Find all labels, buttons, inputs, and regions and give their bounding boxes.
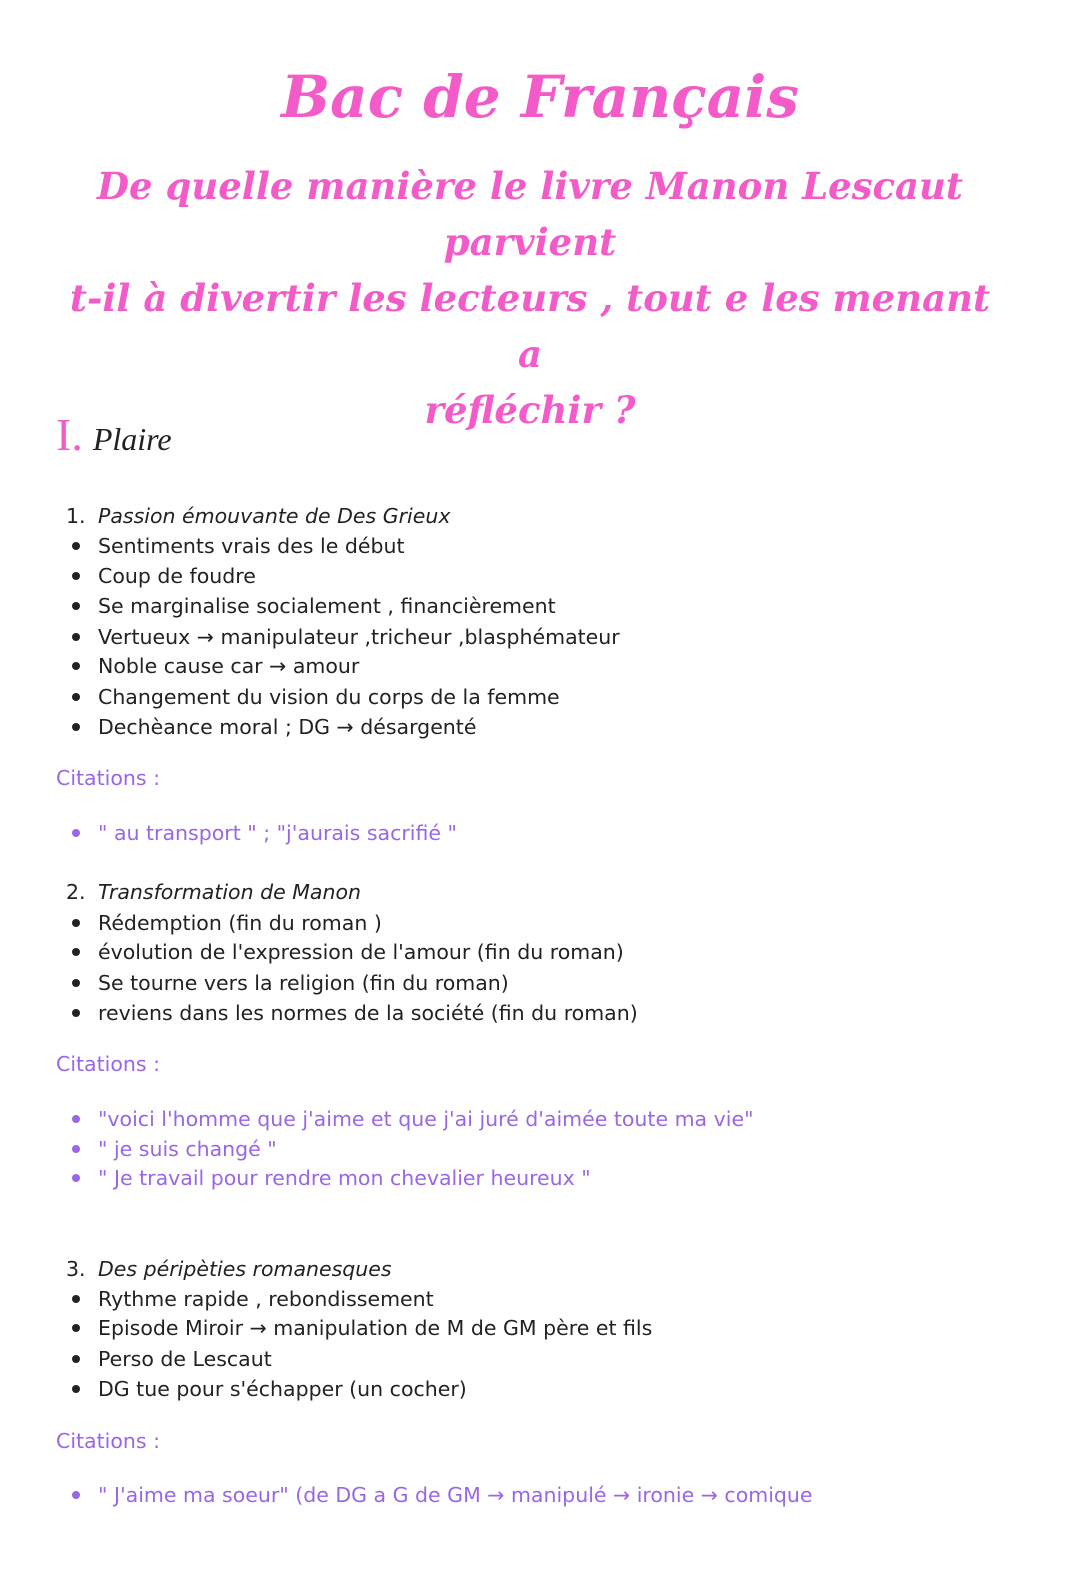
list-item-text: DG tue pour s'échapper (un cocher) — [98, 1377, 467, 1401]
question-line: t-il à divertir les lecteurs , tout e les menant a — [69, 276, 991, 376]
section-title: Plaire — [92, 421, 172, 457]
list-item — [0, 1344, 1080, 1374]
bullet-icon — [72, 1174, 80, 1182]
citation-text: " je suis changé " — [98, 1137, 277, 1161]
list-item-text: Coup de foudre — [98, 564, 256, 588]
page-title: Bac de Français — [281, 63, 799, 131]
list-item — [0, 908, 1080, 938]
list-item — [0, 651, 1080, 681]
essay-question — [60, 158, 1000, 438]
list-item — [0, 561, 1080, 591]
list-item-text: Perso de Lescaut — [98, 1347, 272, 1371]
bullet-icon — [72, 1295, 80, 1303]
bullet-icon — [72, 542, 80, 550]
part-heading — [0, 501, 1080, 531]
list-item-text: reviens dans les normes de la société (fin du roman) — [98, 1001, 638, 1025]
list-item-text: Sentiments vrais des le début — [98, 534, 405, 558]
question-line: De quelle manière le livre Manon Lescaut parvient — [96, 164, 964, 264]
bullet-icon — [72, 1491, 80, 1499]
citation-text: " au transport " ; "j'aurais sacrifié " — [98, 821, 457, 845]
bullet-icon — [72, 919, 80, 927]
citations-label-text: Citations : — [56, 766, 160, 790]
list-item — [0, 682, 1080, 712]
list-item-text: Noble cause car → amour — [98, 654, 360, 678]
bullet-icon — [72, 1324, 80, 1332]
list-item-text: Rédemption (fin du roman ) — [98, 911, 382, 935]
citation-item — [0, 1163, 1080, 1193]
bullet-icon — [72, 979, 80, 987]
list-item-text: Episode Miroir → manipulation de M de GM père et fils — [98, 1316, 653, 1340]
bullet-icon — [72, 602, 80, 610]
citation-item — [0, 1480, 1080, 1510]
bullet-icon — [72, 723, 80, 731]
citations-label — [0, 1426, 1080, 1456]
bullet-icon — [72, 1009, 80, 1017]
part-heading-text: Transformation de Manon — [98, 880, 362, 904]
list-item-text: Vertueux → manipulateur ,tricheur ,blasphémateur — [98, 625, 620, 649]
part-number: 1. — [66, 504, 86, 528]
list-item — [0, 998, 1080, 1028]
bullet-icon — [72, 572, 80, 580]
citations-label-text: Citations : — [56, 1052, 160, 1076]
list-item — [0, 1284, 1080, 1314]
citations-label-text: Citations : — [56, 1429, 160, 1453]
section-number: I. — [56, 409, 83, 460]
bullet-icon — [72, 829, 80, 837]
list-item-text: évolution de l'expression de l'amour (fin du roman) — [98, 940, 624, 964]
bullet-icon — [72, 948, 80, 956]
bullet-icon — [72, 1145, 80, 1153]
bullet-icon — [72, 1115, 80, 1123]
list-item — [0, 968, 1080, 998]
bullet-icon — [72, 1355, 80, 1363]
citation-item — [0, 1104, 1080, 1134]
section-heading — [56, 408, 172, 464]
list-item-text: Changement du vision du corps de la femme — [98, 685, 560, 709]
list-item — [0, 1313, 1080, 1343]
part-heading-text: Des péripèties romanesques — [98, 1257, 392, 1281]
citation-item — [0, 1134, 1080, 1164]
list-item-text: Rythme rapide , rebondissement — [98, 1287, 434, 1311]
citations-label — [0, 1049, 1080, 1079]
part-number: 3. — [66, 1257, 86, 1281]
part-heading-text: Passion émouvante de Des Grieux — [98, 504, 451, 528]
part-number: 2. — [66, 880, 86, 904]
citation-text: " Je travail pour rendre mon chevalier heureux " — [98, 1166, 591, 1190]
list-item — [0, 622, 1080, 652]
part-heading — [0, 1254, 1080, 1284]
question-line: réfléchir ? — [424, 388, 636, 432]
citation-text: "voici l'homme que j'aime et que j'ai juré d'aimée toute ma vie" — [98, 1107, 754, 1131]
list-item-text: Se tourne vers la religion (fin du roman) — [98, 971, 509, 995]
list-item-text: Se marginalise socialement , financièrement — [98, 594, 556, 618]
citation-text: " J'aime ma soeur" (de DG a G de GM → manipulé → ironie → comique — [98, 1483, 813, 1507]
bullet-icon — [72, 1385, 80, 1393]
bullet-icon — [72, 633, 80, 641]
list-item — [0, 591, 1080, 621]
list-item — [0, 937, 1080, 967]
list-item-text: Dechèance moral ; DG → désargenté — [98, 715, 477, 739]
list-item — [0, 531, 1080, 561]
bullet-icon — [72, 693, 80, 701]
bullet-icon — [72, 662, 80, 670]
citation-item — [0, 818, 1080, 848]
citations-label — [0, 763, 1080, 793]
list-item — [0, 712, 1080, 742]
part-heading — [0, 877, 1080, 907]
list-item — [0, 1374, 1080, 1404]
